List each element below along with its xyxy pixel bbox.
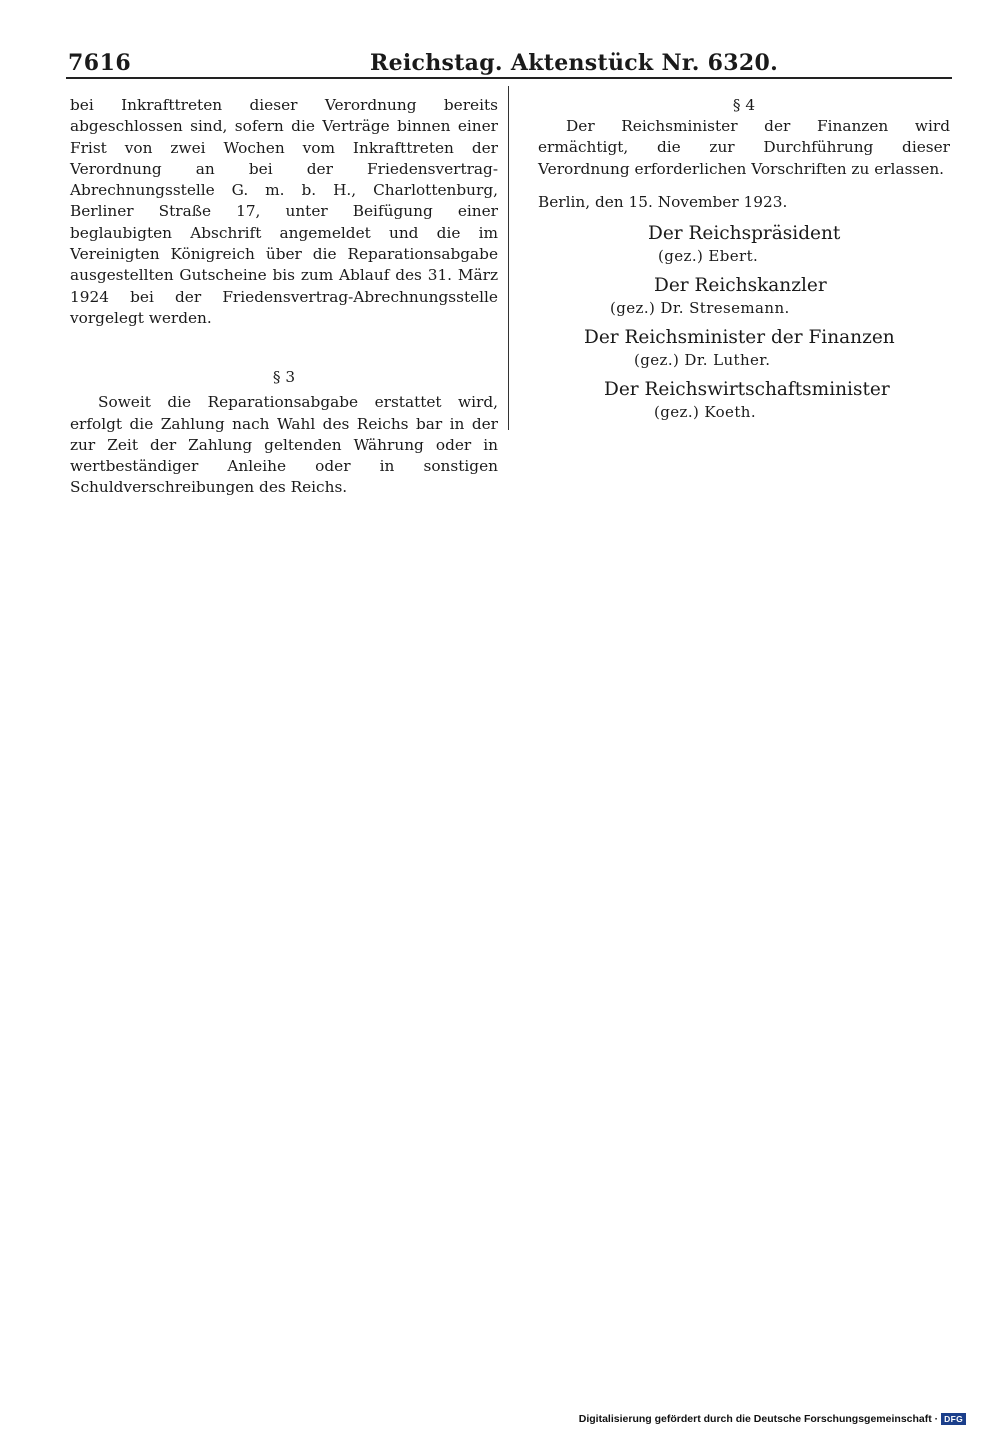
section-4-heading: § 4: [732, 96, 756, 114]
digitization-credit: [579, 1413, 966, 1425]
signature-title: Der Reichskanzler: [654, 275, 827, 297]
signature-title: Der Reichswirtschaftsminister: [604, 379, 890, 401]
section-3-heading: § 3: [272, 368, 296, 387]
page-number: 7616: [68, 50, 132, 76]
section-4-text: Der Reichsminister der Finanzen wird ermächtigt, die zur Durchführung dieser Verordnung erforderlichen Vorschriften zu erlassen.: [538, 117, 950, 178]
signature-name: (gez.) Koeth.: [654, 403, 756, 422]
signature-title: Der Reichsminister der Finanzen: [584, 327, 895, 349]
signature-name: (gez.) Ebert.: [658, 247, 759, 266]
continued-paragraph: bei Inkrafttreten dieser Verordnung bereits abgeschlossen sind, sofern die Verträge binnen einer Frist von zwei Wochen vom Inkrafttreten der Verordnung an bei der Friedensvertrag-Abrechnungsstelle G. m. b. H., Charlottenburg, Berliner Straße 17, unter Beifügung einer beglaubigten Abschrift angemeldet und die im Vereinigten Königreich über die Reparationsabgabe ausgestellten Gutscheine bis zum Ablauf des 31. März 1924 bei der Friedensvertrag-Abrechnungsstelle vorgelegt werden.: [70, 96, 498, 327]
header-rule: [66, 77, 952, 79]
section-3-text: Soweit die Reparationsabgabe erstattet wird, erfolgt die Zahlung nach Wahl des Reichs bar in der zur Zeit der Zahlung geltenden Währung oder in wertbeständiger Anleihe oder in sonstigen Schuldverschreibungen des Reichs.: [70, 393, 498, 497]
dateline: Berlin, den 15. November 1923.: [538, 192, 788, 211]
credit-text: Digitalisierung gefördert durch die Deutsche Forschungsgemeinschaft ·: [578, 1413, 939, 1425]
signature-title: Der Reichspräsident: [648, 223, 841, 245]
signature-name: (gez.) Dr. Luther.: [634, 351, 771, 370]
left-column: [70, 95, 498, 499]
signature-block: [538, 221, 950, 423]
dfg-logo-icon: DFG: [941, 1413, 966, 1425]
right-column: [538, 95, 950, 429]
running-title: Reichstag. Aktenstück Nr. 6320.: [370, 50, 779, 76]
signature-name: (gez.) Dr. Stresemann.: [610, 299, 790, 318]
column-rule: [508, 86, 509, 430]
